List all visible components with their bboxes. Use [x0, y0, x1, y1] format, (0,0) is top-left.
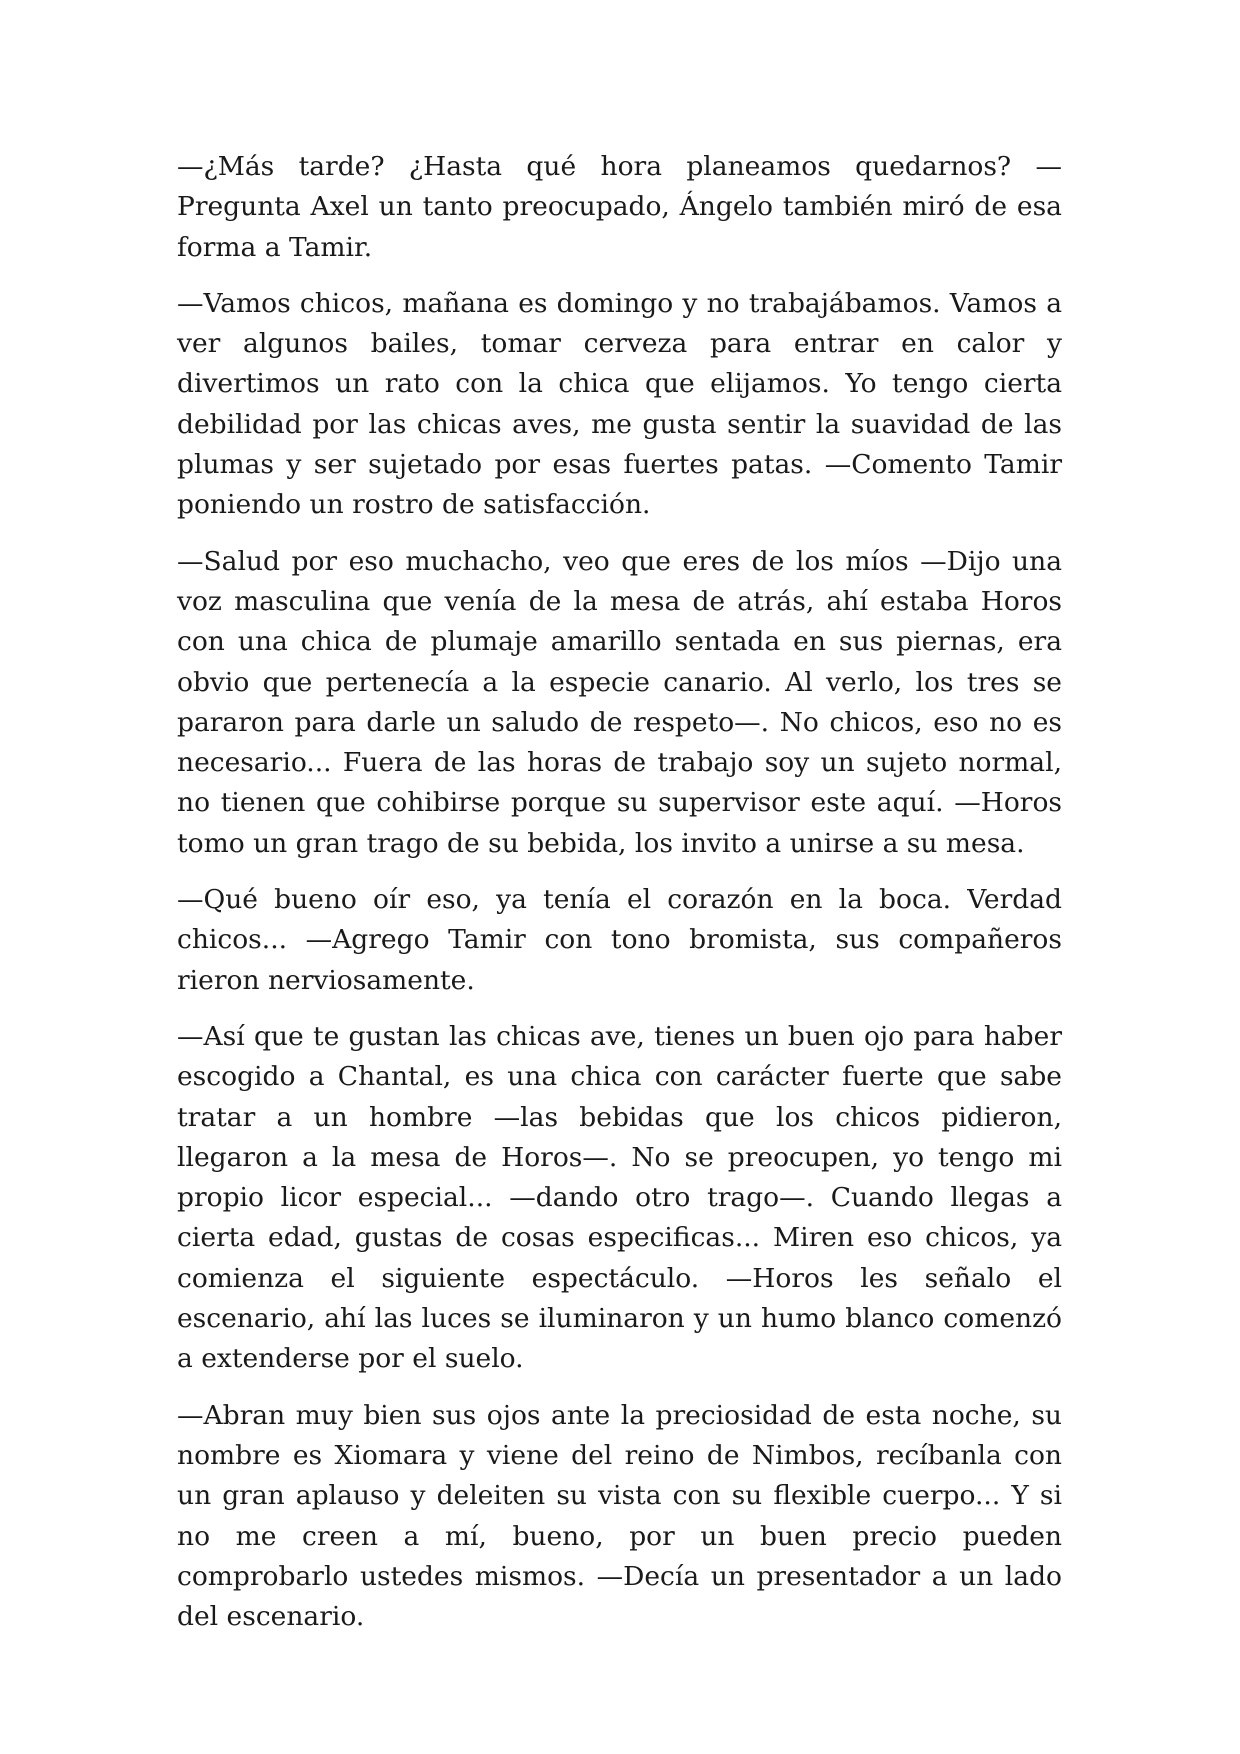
body-text: [177, 147, 1062, 1653]
paragraph: —Qué bueno oír eso, ya tenía el corazón en la boca. Verdad chicos... —Agrego Tamir con tono bromista, sus compañeros rieron nerviosamente.: [177, 884, 1062, 996]
paragraph: —Así que te gustan las chicas ave, tienes un buen ojo para haber escogido a Chantal, es una chica con carácter fuerte que sabe tratar a un hombre —las bebidas que los chicos pidieron, llegaron a la mesa de Horos—. No se preocupen, yo tengo mi propio licor especial... —dando otro trago—. Cuando llegas a cierta edad, gustas de cosas especificas... Miren eso chicos, ya comienza el siguiente espectáculo. —Horos les señalo el escenario, ahí las luces se iluminaron y un humo blanco comenzó a extenderse por el suelo.: [177, 1020, 1062, 1375]
paragraph: —Vamos chicos, mañana es domingo y no trabajábamos. Vamos a ver algunos bailes, tomar cerveza para entrar en calor y divertimos un rato con la chica que elijamos. Yo tengo cierta debilidad por las chicas aves, me gusta sentir la suavidad de las plumas y ser sujetado por esas fuertes patas. —Comento Tamir poniendo un rostro de satisfacción.: [177, 287, 1062, 521]
paragraph: —¿Más tarde? ¿Hasta qué hora planeamos quedarnos? —Pregunta Axel un tanto preocupado, Ángelo también miró de esa forma a Tamir.: [177, 151, 1062, 263]
paragraph: —Salud por eso muchacho, veo que eres de los míos —Dijo una voz masculina que venía de la mesa de atrás, ahí estaba Horos con una chica de plumaje amarillo sentada en sus piernas, era obvio que pertenecía a la especie canario. Al verlo, los tres se pararon para darle un saludo de respeto—. No chicos, eso no es necesario... Fuera de las horas de trabajo soy un sujeto normal, no tienen que cohibirse porque su supervisor este aquí. —Horos tomo un gran trago de su bebida, los invito a unirse a su mesa.: [177, 545, 1062, 859]
paragraph: —Abran muy bien sus ojos ante la preciosidad de esta noche, su nombre es Xiomara y viene del reino de Nimbos, recíbanla con un gran aplauso y deleiten su vista con su flexible cuerpo... Y si no me creen a mí, bueno, por un buen precio pueden comprobarlo ustedes mismos. —Decía un presentador a un lado del escenario.: [177, 1399, 1062, 1633]
